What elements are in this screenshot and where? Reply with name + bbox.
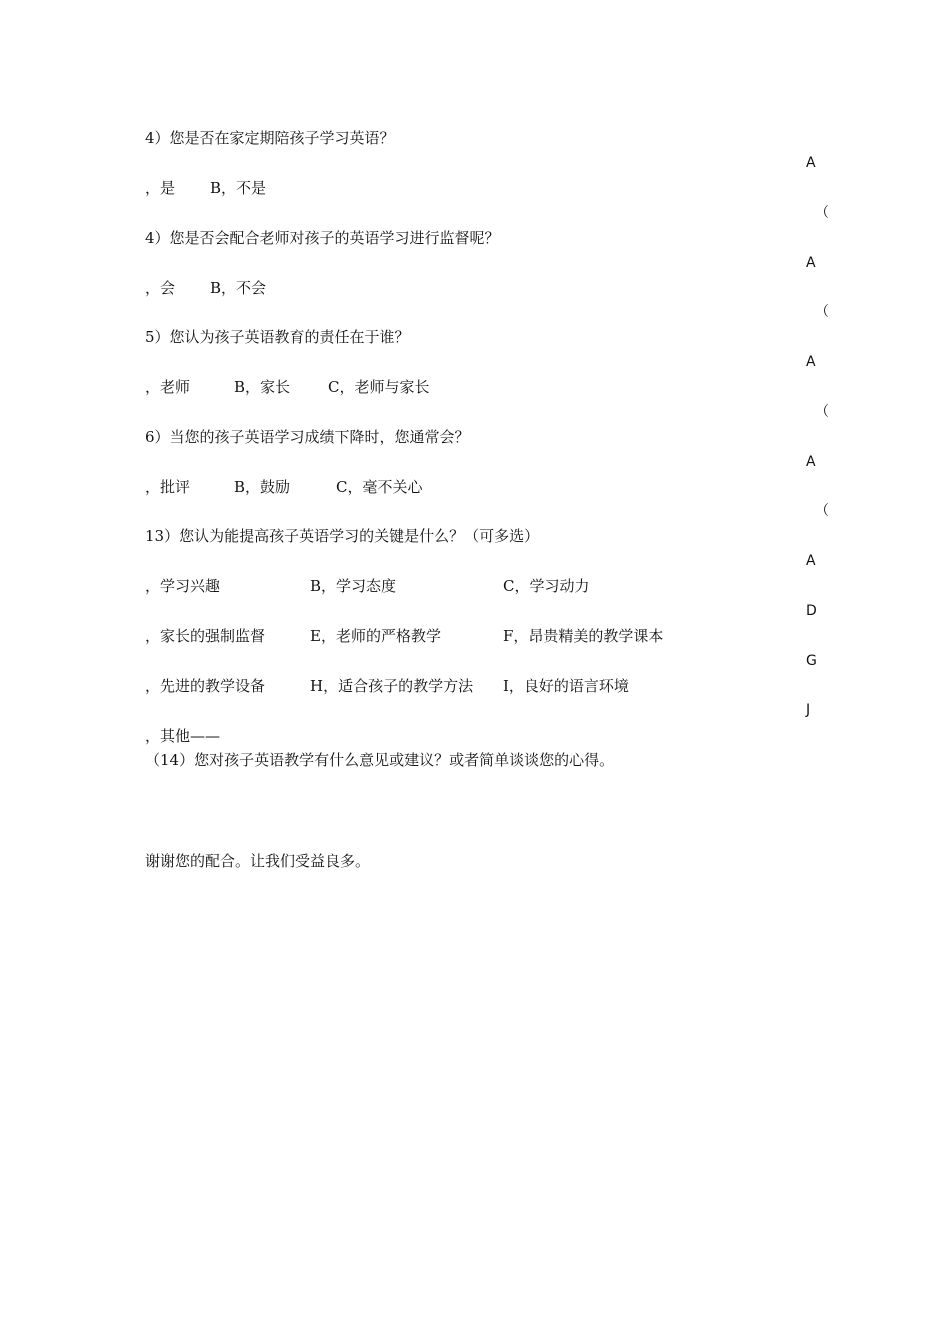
- question-1-option-b: B，不是: [210, 179, 267, 197]
- question-2-option-a: ，会: [145, 279, 176, 297]
- margin-mark-a: A: [806, 553, 816, 569]
- question-5-option-h: H，适合孩子的教学方法: [310, 677, 474, 695]
- margin-mark-a: A: [806, 255, 816, 271]
- question-5-option-c: C，学习动力: [503, 577, 590, 595]
- question-4-option-c: C，毫不关心: [336, 478, 423, 496]
- question-5-option-e: E，老师的严格教学: [310, 627, 441, 645]
- question-5-prompt: 13）您认为能提高孩子英语学习的关键是什么？（可多选）: [145, 527, 540, 545]
- margin-mark-paren: （: [815, 503, 829, 519]
- question-5-option-g: ，先进的教学设备: [145, 677, 266, 695]
- margin-mark-a: A: [806, 354, 816, 370]
- margin-mark-a: A: [806, 454, 816, 470]
- margin-mark-paren: （: [815, 404, 829, 420]
- question-4-option-a: ，批评: [145, 478, 191, 496]
- question-1-prompt: 4）您是否在家定期陪孩子学习英语？: [145, 129, 395, 147]
- question-4-option-b: B，鼓励: [234, 478, 291, 496]
- question-3-option-a: ，老师: [145, 378, 191, 396]
- margin-mark-paren: （: [815, 205, 829, 221]
- margin-mark-g: G: [806, 653, 817, 669]
- margin-mark-j: J: [806, 702, 811, 718]
- question-3-option-c: C，老师与家长: [328, 378, 430, 396]
- question-4-prompt: 6）当您的孩子英语学习成绩下降时，您通常会？: [145, 428, 470, 446]
- question-5-option-f: F，昂贵精美的教学课本: [503, 627, 664, 645]
- question-5-option-b: B，学习态度: [310, 577, 397, 595]
- question-2-prompt: 4）您是否会配合老师对孩子的英语学习进行监督呢？: [145, 229, 500, 247]
- question-2-option-b: B，不会: [210, 279, 267, 297]
- question-5-option-j: ，其他——: [145, 727, 221, 745]
- question-1-option-a: ，是: [145, 179, 176, 197]
- margin-mark-d: D: [806, 603, 817, 619]
- question-5-option-i: I，良好的语言环境: [503, 677, 629, 695]
- question-3-option-b: B，家长: [234, 378, 291, 396]
- open-question: （14）您对孩子英语教学有什么意见或建议？或者简单谈谈您的心得。: [145, 751, 615, 769]
- margin-mark-paren: （: [815, 304, 829, 320]
- question-5-option-d: ，家长的强制监督: [145, 627, 266, 645]
- closing-text: 谢谢您的配合。让我们受益良多。: [145, 852, 371, 870]
- question-3-prompt: 5）您认为孩子英语教育的责任在于谁？: [145, 328, 410, 346]
- question-5-option-a: ，学习兴趣: [145, 577, 221, 595]
- margin-mark-a: A: [806, 155, 816, 171]
